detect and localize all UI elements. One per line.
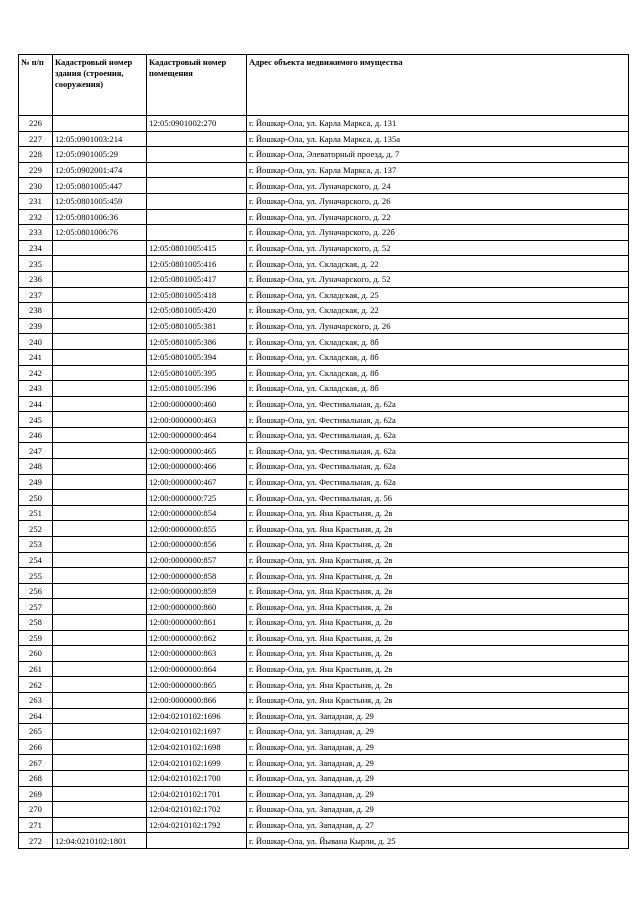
building-cadastral-cell [53, 739, 147, 755]
table-row [19, 755, 629, 771]
row-number-cell: 245 [19, 412, 53, 428]
table-row [19, 178, 629, 194]
premises-cadastral-cell [147, 147, 247, 163]
premises-cadastral-cell: 12:00:0000000:464 [147, 427, 247, 443]
table-row [19, 349, 629, 365]
table-row [19, 724, 629, 740]
building-cadastral-cell [53, 240, 147, 256]
address-cell: г. Йошкар-Ола, ул. Фестивальная, д. 62а [247, 474, 629, 490]
building-cadastral-cell: 12:05:0801006:36 [53, 209, 147, 225]
premises-cadastral-cell [147, 225, 247, 241]
row-number-cell: 270 [19, 802, 53, 818]
address-cell: г. Йошкар-Ола, ул. Складская, д. 8б [247, 381, 629, 397]
row-number-cell: 258 [19, 615, 53, 631]
premises-cadastral-cell: 12:05:0801005:381 [147, 318, 247, 334]
building-cadastral-cell [53, 583, 147, 599]
premises-cadastral-cell: 12:00:0000000:466 [147, 459, 247, 475]
premises-cadastral-cell: 12:00:0000000:463 [147, 412, 247, 428]
building-cadastral-cell [53, 412, 147, 428]
premises-cadastral-cell: 12:05:0801005:417 [147, 271, 247, 287]
address-cell: г. Йошкар-Ола, ул. Яна Крастыня, д. 2в [247, 630, 629, 646]
premises-cadastral-cell [147, 209, 247, 225]
premises-cadastral-cell: 12:05:0901002:270 [147, 116, 247, 132]
table-row [19, 708, 629, 724]
premises-cadastral-cell: 12:00:0000000:862 [147, 630, 247, 646]
building-cadastral-cell [53, 303, 147, 319]
row-number-cell: 226 [19, 116, 53, 132]
row-number-cell: 267 [19, 755, 53, 771]
building-cadastral-cell: 12:05:0901005:29 [53, 147, 147, 163]
row-number-cell: 244 [19, 396, 53, 412]
building-cadastral-cell [53, 459, 147, 475]
building-cadastral-cell [53, 396, 147, 412]
building-cadastral-cell [53, 505, 147, 521]
premises-cadastral-cell: 12:00:0000000:856 [147, 537, 247, 553]
premises-cadastral-cell: 12:00:0000000:857 [147, 552, 247, 568]
address-cell: г. Йошкар-Ола, ул. Яна Крастыня, д. 2в [247, 583, 629, 599]
building-cadastral-cell [53, 708, 147, 724]
table-row [19, 162, 629, 178]
address-cell: г. Йошкар-Ола, ул. Карла Маркса, д. 131 [247, 116, 629, 132]
row-number-cell: 254 [19, 552, 53, 568]
premises-cadastral-cell: 12:00:0000000:864 [147, 661, 247, 677]
table-row [19, 802, 629, 818]
row-number-cell: 229 [19, 162, 53, 178]
row-number-cell: 232 [19, 209, 53, 225]
premises-cadastral-cell [147, 162, 247, 178]
building-cadastral-cell [53, 786, 147, 802]
table-row [19, 427, 629, 443]
premises-cadastral-cell: 12:04:0210102:1702 [147, 802, 247, 818]
row-number-cell: 260 [19, 646, 53, 662]
address-cell: г. Йошкар-Ола, ул. Западная, д. 29 [247, 802, 629, 818]
address-cell: г. Йошкар-Ола, ул. Яна Крастыня, д. 2в [247, 552, 629, 568]
address-cell: г. Йошкар-Ола, ул. Складская, д. 8б [247, 365, 629, 381]
building-cadastral-cell [53, 802, 147, 818]
table-header-row [19, 55, 629, 116]
address-cell: г. Йошкар-Ола, ул. Яна Крастыня, д. 2в [247, 505, 629, 521]
premises-cadastral-cell: 12:00:0000000:460 [147, 396, 247, 412]
premises-cadastral-cell: 12:05:0801005:386 [147, 334, 247, 350]
address-cell: г. Йошкар-Ола, ул. Складская, д. 22 [247, 303, 629, 319]
table-row [19, 443, 629, 459]
address-cell: г. Йошкар-Ола, ул. Складская, д. 8б [247, 334, 629, 350]
table-row [19, 381, 629, 397]
building-cadastral-cell [53, 646, 147, 662]
premises-cadastral-cell: 12:00:0000000:725 [147, 490, 247, 506]
table-row [19, 240, 629, 256]
premises-cadastral-cell: 12:00:0000000:854 [147, 505, 247, 521]
premises-cadastral-cell [147, 178, 247, 194]
row-number-cell: 239 [19, 318, 53, 334]
building-cadastral-cell [53, 568, 147, 584]
row-number-cell: 266 [19, 739, 53, 755]
row-number-cell: 253 [19, 537, 53, 553]
address-cell: г. Йошкар-Ола, ул. Складская, д. 25 [247, 287, 629, 303]
address-cell: г. Йошкар-Ола, ул. Фестивальная, д. 62а [247, 443, 629, 459]
table-row [19, 677, 629, 693]
address-cell: г. Йошкар-Ола, ул. Западная, д. 29 [247, 724, 629, 740]
address-cell: г. Йошкар-Ола, ул. Йывана Кырли, д. 25 [247, 833, 629, 849]
address-cell: г. Йошкар-Ола, Элеваторный проезд, д. 7 [247, 147, 629, 163]
premises-cadastral-cell: 12:05:0801005:420 [147, 303, 247, 319]
table-row [19, 193, 629, 209]
table-row [19, 271, 629, 287]
row-number-cell: 251 [19, 505, 53, 521]
address-cell: г. Йошкар-Ола, ул. Яна Крастыня, д. 2в [247, 537, 629, 553]
table-row [19, 786, 629, 802]
premises-cadastral-cell: 12:04:0210102:1697 [147, 724, 247, 740]
premises-cadastral-cell: 12:00:0000000:467 [147, 474, 247, 490]
building-cadastral-cell [53, 817, 147, 833]
premises-cadastral-cell: 12:04:0210102:1699 [147, 755, 247, 771]
address-cell: г. Йошкар-Ола, ул. Яна Крастыня, д. 2в [247, 521, 629, 537]
address-cell: г. Йошкар-Ола, ул. Западная, д. 29 [247, 708, 629, 724]
table-row [19, 209, 629, 225]
row-number-cell: 268 [19, 770, 53, 786]
table-row [19, 521, 629, 537]
premises-cadastral-cell: 12:04:0210102:1701 [147, 786, 247, 802]
row-number-cell: 227 [19, 131, 53, 147]
building-cadastral-cell [53, 318, 147, 334]
header-row-number: № п/п [19, 55, 53, 116]
building-cadastral-cell [53, 271, 147, 287]
building-cadastral-cell [53, 661, 147, 677]
row-number-cell: 256 [19, 583, 53, 599]
table-row [19, 833, 629, 849]
address-cell: г. Йошкар-Ола, ул. Фестивальная, д. 62а [247, 396, 629, 412]
address-cell: г. Йошкар-Ола, ул. Фестивальная, д. 56 [247, 490, 629, 506]
row-number-cell: 249 [19, 474, 53, 490]
table-row [19, 661, 629, 677]
premises-cadastral-cell [147, 131, 247, 147]
address-cell: г. Йошкар-Ола, ул. Луначарского, д. 52 [247, 271, 629, 287]
building-cadastral-cell [53, 521, 147, 537]
table-row [19, 412, 629, 428]
table-row [19, 537, 629, 553]
table-row [19, 568, 629, 584]
table-row [19, 225, 629, 241]
table-row [19, 505, 629, 521]
row-number-cell: 250 [19, 490, 53, 506]
header-premises-cadastral-number: Кадастровый номер помещения [147, 55, 247, 116]
address-cell: г. Йошкар-Ола, ул. Фестивальная, д. 62а [247, 427, 629, 443]
premises-cadastral-cell: 12:05:0801005:396 [147, 381, 247, 397]
table-row [19, 303, 629, 319]
premises-cadastral-cell: 12:00:0000000:858 [147, 568, 247, 584]
table-row [19, 318, 629, 334]
premises-cadastral-cell: 12:04:0210102:1792 [147, 817, 247, 833]
table-row [19, 615, 629, 631]
building-cadastral-cell [53, 334, 147, 350]
row-number-cell: 246 [19, 427, 53, 443]
building-cadastral-cell: 12:04:0210102:1801 [53, 833, 147, 849]
address-cell: г. Йошкар-Ола, ул. Яна Крастыня, д. 2в [247, 661, 629, 677]
row-number-cell: 234 [19, 240, 53, 256]
address-cell: г. Йошкар-Ола, ул. Яна Крастыня, д. 2в [247, 599, 629, 615]
building-cadastral-cell [53, 677, 147, 693]
row-number-cell: 259 [19, 630, 53, 646]
address-cell: г. Йошкар-Ола, ул. Западная, д. 29 [247, 770, 629, 786]
row-number-cell: 243 [19, 381, 53, 397]
premises-cadastral-cell: 12:00:0000000:861 [147, 615, 247, 631]
premises-cadastral-cell: 12:00:0000000:866 [147, 692, 247, 708]
building-cadastral-cell [53, 116, 147, 132]
building-cadastral-cell: 12:05:0801005:447 [53, 178, 147, 194]
table-row [19, 599, 629, 615]
building-cadastral-cell: 12:05:0801006:76 [53, 225, 147, 241]
row-number-cell: 231 [19, 193, 53, 209]
row-number-cell: 248 [19, 459, 53, 475]
table-row [19, 739, 629, 755]
building-cadastral-cell [53, 630, 147, 646]
building-cadastral-cell [53, 490, 147, 506]
row-number-cell: 262 [19, 677, 53, 693]
building-cadastral-cell [53, 615, 147, 631]
premises-cadastral-cell [147, 193, 247, 209]
premises-cadastral-cell: 12:00:0000000:465 [147, 443, 247, 459]
address-cell: г. Йошкар-Ола, ул. Яна Крастыня, д. 2в [247, 615, 629, 631]
premises-cadastral-cell: 12:05:0801005:415 [147, 240, 247, 256]
premises-cadastral-cell: 12:04:0210102:1698 [147, 739, 247, 755]
premises-cadastral-cell: 12:05:0801005:394 [147, 349, 247, 365]
address-cell: г. Йошкар-Ола, ул. Западная, д. 27 [247, 817, 629, 833]
building-cadastral-cell [53, 599, 147, 615]
header-building-cadastral-number: Кадастровый номер здания (строения, сооружения) [53, 55, 147, 116]
address-cell: г. Йошкар-Ола, ул. Яна Крастыня, д. 2в [247, 692, 629, 708]
row-number-cell: 238 [19, 303, 53, 319]
table-row [19, 396, 629, 412]
building-cadastral-cell [53, 365, 147, 381]
header-property-address: Адрес объекта недвижимого имущества [247, 55, 629, 116]
table-row [19, 287, 629, 303]
premises-cadastral-cell: 12:00:0000000:865 [147, 677, 247, 693]
table-row [19, 770, 629, 786]
address-cell: г. Йошкар-Ола, ул. Луначарского, д. 22 [247, 209, 629, 225]
table-row [19, 692, 629, 708]
address-cell: г. Йошкар-Ола, ул. Западная, д. 29 [247, 786, 629, 802]
building-cadastral-cell [53, 256, 147, 272]
table-row [19, 646, 629, 662]
property-register-table [18, 54, 629, 849]
row-number-cell: 242 [19, 365, 53, 381]
address-cell: г. Йошкар-Ола, ул. Фестивальная, д. 62а [247, 459, 629, 475]
address-cell: г. Йошкар-Ола, ул. Луначарского, д. 26 [247, 193, 629, 209]
building-cadastral-cell [53, 443, 147, 459]
address-cell: г. Йошкар-Ола, ул. Яна Крастыня, д. 2в [247, 646, 629, 662]
premises-cadastral-cell: 12:04:0210102:1696 [147, 708, 247, 724]
table-row [19, 552, 629, 568]
table-row [19, 256, 629, 272]
table-row [19, 630, 629, 646]
address-cell: г. Йошкар-Ола, ул. Яна Крастыня, д. 2в [247, 568, 629, 584]
premises-cadastral-cell: 12:00:0000000:860 [147, 599, 247, 615]
address-cell: г. Йошкар-Ола, ул. Карла Маркса, д. 137 [247, 162, 629, 178]
building-cadastral-cell [53, 427, 147, 443]
building-cadastral-cell [53, 349, 147, 365]
building-cadastral-cell [53, 724, 147, 740]
table-row [19, 334, 629, 350]
table-row [19, 365, 629, 381]
row-number-cell: 235 [19, 256, 53, 272]
address-cell: г. Йошкар-Ола, ул. Складская, д. 8б [247, 349, 629, 365]
row-number-cell: 263 [19, 692, 53, 708]
table-body [19, 116, 629, 849]
row-number-cell: 271 [19, 817, 53, 833]
building-cadastral-cell: 12:05:0901003:214 [53, 131, 147, 147]
address-cell: г. Йошкар-Ола, ул. Складская, д. 22 [247, 256, 629, 272]
building-cadastral-cell [53, 692, 147, 708]
address-cell: г. Йошкар-Ола, ул. Яна Крастыня, д. 2в [247, 677, 629, 693]
row-number-cell: 265 [19, 724, 53, 740]
row-number-cell: 272 [19, 833, 53, 849]
row-number-cell: 261 [19, 661, 53, 677]
premises-cadastral-cell: 12:00:0000000:859 [147, 583, 247, 599]
address-cell: г. Йошкар-Ола, ул. Луначарского, д. 26 [247, 318, 629, 334]
table-row [19, 131, 629, 147]
table-row [19, 116, 629, 132]
row-number-cell: 241 [19, 349, 53, 365]
building-cadastral-cell [53, 537, 147, 553]
row-number-cell: 228 [19, 147, 53, 163]
row-number-cell: 264 [19, 708, 53, 724]
address-cell: г. Йошкар-Ола, ул. Луначарского, д. 52 [247, 240, 629, 256]
row-number-cell: 236 [19, 271, 53, 287]
premises-cadastral-cell: 12:00:0000000:855 [147, 521, 247, 537]
premises-cadastral-cell: 12:05:0801005:395 [147, 365, 247, 381]
building-cadastral-cell: 12:05:0801005:459 [53, 193, 147, 209]
premises-cadastral-cell: 12:04:0210102:1700 [147, 770, 247, 786]
table-row [19, 459, 629, 475]
row-number-cell: 230 [19, 178, 53, 194]
premises-cadastral-cell: 12:00:0000000:863 [147, 646, 247, 662]
row-number-cell: 240 [19, 334, 53, 350]
address-cell: г. Йошкар-Ола, ул. Фестивальная, д. 62а [247, 412, 629, 428]
row-number-cell: 269 [19, 786, 53, 802]
row-number-cell: 257 [19, 599, 53, 615]
building-cadastral-cell: 12:05:0902001:474 [53, 162, 147, 178]
table-row [19, 583, 629, 599]
row-number-cell: 247 [19, 443, 53, 459]
address-cell: г. Йошкар-Ола, ул. Луначарского, д. 22б [247, 225, 629, 241]
building-cadastral-cell [53, 287, 147, 303]
row-number-cell: 252 [19, 521, 53, 537]
premises-cadastral-cell: 12:05:0801005:418 [147, 287, 247, 303]
building-cadastral-cell [53, 381, 147, 397]
row-number-cell: 233 [19, 225, 53, 241]
building-cadastral-cell [53, 755, 147, 771]
building-cadastral-cell [53, 474, 147, 490]
row-number-cell: 237 [19, 287, 53, 303]
address-cell: г. Йошкар-Ола, ул. Западная, д. 29 [247, 739, 629, 755]
row-number-cell: 255 [19, 568, 53, 584]
table-row [19, 490, 629, 506]
building-cadastral-cell [53, 770, 147, 786]
address-cell: г. Йошкар-Ола, ул. Луначарского, д. 24 [247, 178, 629, 194]
address-cell: г. Йошкар-Ола, ул. Карла Маркса, д. 135а [247, 131, 629, 147]
building-cadastral-cell [53, 552, 147, 568]
premises-cadastral-cell [147, 833, 247, 849]
table-row [19, 474, 629, 490]
table-row [19, 147, 629, 163]
table-row [19, 817, 629, 833]
premises-cadastral-cell: 12:05:0801005:416 [147, 256, 247, 272]
address-cell: г. Йошкар-Ола, ул. Западная, д. 29 [247, 755, 629, 771]
